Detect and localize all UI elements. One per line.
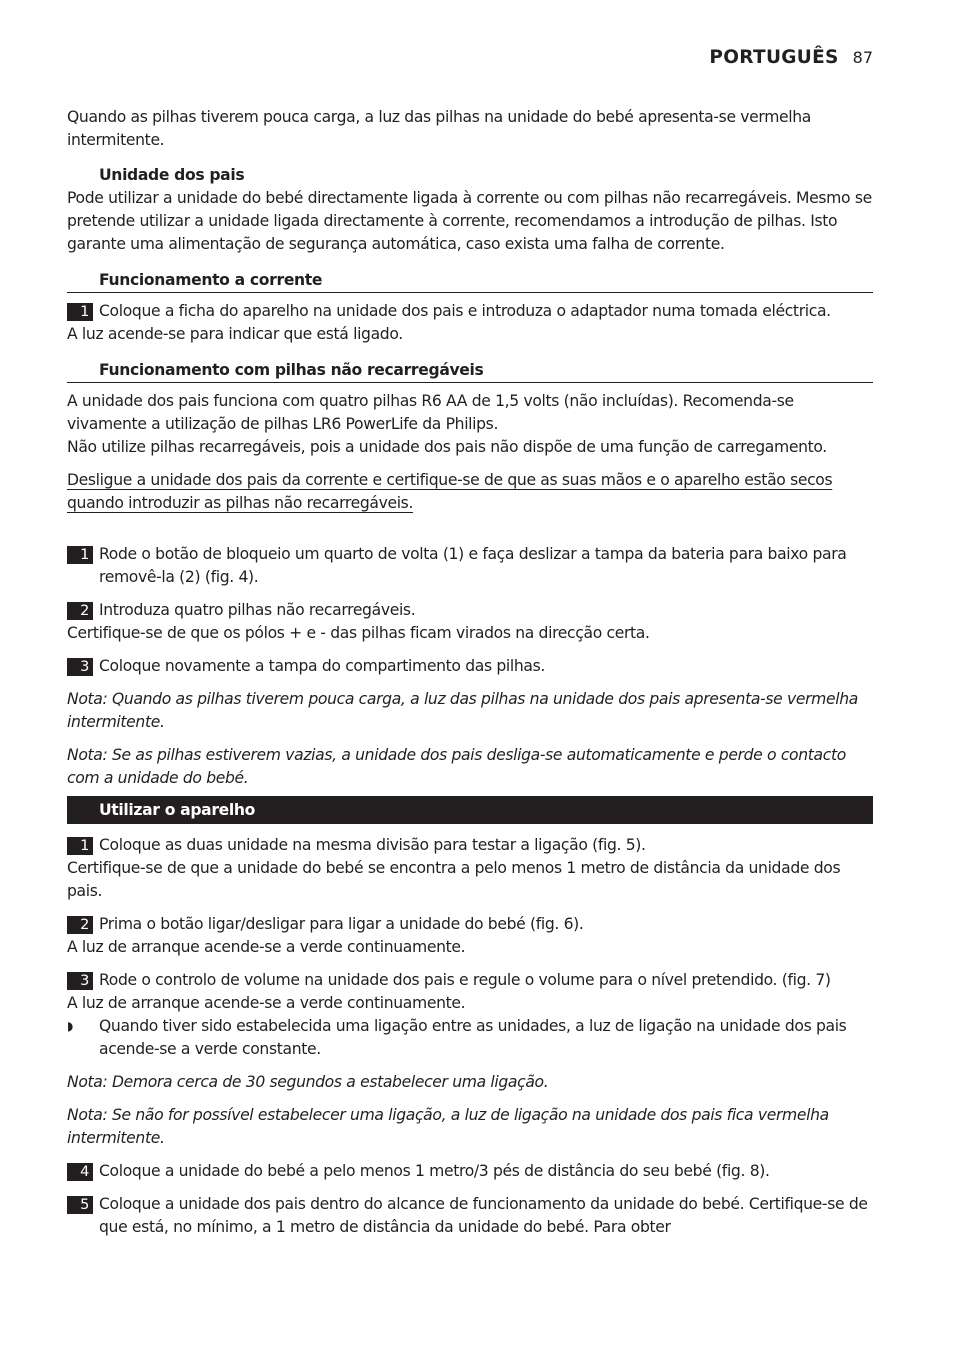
parents-unit-text: Pode utilizar a unidade do bebé directamente ligada à corrente ou com pilhas não recarregáveis. Mesmo se pretende utilizar a unidade ligada directamente à corrente, recomendamos a introdução de pilhas. Isto garante uma alimentação de segurança automática, caso exista uma falha de corrente.	[67, 189, 872, 253]
step-number: 5	[67, 1196, 93, 1214]
battery-text-1: A unidade dos pais funciona com quatro pilhas R6 AA de 1,5 volts (não incluídas). Recomenda-se vivamente a utilização de pilhas LR6 PowerLife da Philips.	[67, 392, 794, 433]
battery-note-2: Nota: Se as pilhas estiverem vazias, a unidade dos pais desliga-se automaticamente e perde o contacto com a unidade do bebé.	[67, 746, 846, 787]
warning-text: Desligue a unidade dos pais da corrente e certifique-se de que as suas mãos e o aparelho estão secos quando introduzir as pilhas não recarregáveis.	[67, 471, 833, 512]
page-header	[709, 47, 873, 68]
step-text: Introduza quatro pilhas não recarregáveis.	[99, 601, 416, 619]
usage-note-2: Nota: Se não for possível estabelecer uma ligação, a luz de ligação na unidade dos pais fica vermelha intermitente.	[67, 1106, 829, 1147]
battery-step-2-note: Certifique-se de que os pólos + e - das pilhas ficam virados na direcção certa.	[67, 624, 650, 642]
battery-step-2	[67, 599, 873, 622]
step-number: 1	[67, 546, 93, 564]
usage-step-3-note: A luz de arranque acende-se a verde continuamente.	[67, 994, 466, 1012]
mains-section-heading: Funcionamento a corrente	[67, 268, 873, 293]
battery-section-heading: Funcionamento com pilhas não recarregáveis	[67, 358, 873, 383]
page-content	[67, 106, 873, 1239]
step-number: 3	[67, 972, 93, 990]
page-number: 87	[852, 48, 873, 67]
usage-step-2-note: A luz de arranque acende-se a verde continuamente.	[67, 938, 466, 956]
battery-warning	[67, 469, 873, 515]
step-text: Rode o controlo de volume na unidade dos pais e regule o volume para o nível pretendido. (fig. 7)	[99, 971, 831, 989]
bullet-arrow-icon: ◗	[67, 1019, 73, 1033]
usage-section-heading: Utilizar o aparelho	[67, 796, 873, 824]
step-text: Prima o botão ligar/desligar para ligar a unidade do bebé (fig. 6).	[99, 915, 584, 933]
step-number: 4	[67, 1163, 93, 1181]
intro-text: Quando as pilhas tiverem pouca carga, a luz das pilhas na unidade do bebé apresenta-se vermelha intermitente.	[67, 108, 812, 149]
usage-note-1: Nota: Demora cerca de 30 segundos a estabelecer uma ligação.	[67, 1073, 549, 1091]
battery-note-1: Nota: Quando as pilhas tiverem pouca carga, a luz das pilhas na unidade dos pais apresenta-se vermelha intermitente.	[67, 690, 858, 731]
language-label: PORTUGUÊS	[709, 47, 839, 68]
step-text: Rode o botão de bloqueio um quarto de volta (1) e faça deslizar a tampa da bateria para baixo para removê-la (2) (fig. 4).	[99, 545, 847, 586]
battery-step-3	[67, 655, 873, 678]
step-number: 2	[67, 916, 93, 934]
step-text: Coloque a unidade dos pais dentro do alcance de funcionamento da unidade do bebé. Certifique-se de que está, no mínimo, a 1 metro de distância da unidade do bebé. Para obter	[99, 1195, 868, 1236]
step-text: Coloque novamente a tampa do compartimento das pilhas.	[99, 657, 545, 675]
step-number: 3	[67, 658, 93, 676]
usage-bullet	[67, 1015, 873, 1061]
battery-step-1	[67, 543, 873, 589]
usage-step-3	[67, 969, 873, 992]
bullet-text: Quando tiver sido estabelecida uma ligação entre as unidades, a luz de ligação na unidade dos pais acende-se a verde constante.	[99, 1017, 847, 1058]
usage-step-1-note: Certifique-se de que a unidade do bebé se encontra a pelo menos 1 metro de distância da unidade dos pais.	[67, 859, 841, 900]
step-text: Coloque a ficha do aparelho na unidade dos pais e introduza o adaptador numa tomada eléctrica.	[99, 302, 831, 320]
usage-step-5	[67, 1193, 873, 1239]
mains-step-1	[67, 300, 873, 323]
step-number: 2	[67, 602, 93, 620]
step-number: 1	[67, 837, 93, 855]
usage-step-4	[67, 1160, 873, 1183]
mains-result-text: A luz acende-se para indicar que está ligado.	[67, 325, 403, 343]
step-number: 1	[67, 303, 93, 321]
usage-step-1	[67, 834, 873, 857]
parents-unit-heading: Unidade dos pais	[99, 166, 245, 184]
battery-text-2: Não utilize pilhas recarregáveis, pois a unidade dos pais não dispõe de uma função de carregamento.	[67, 438, 827, 456]
step-text: Coloque as duas unidade na mesma divisão para testar a ligação (fig. 5).	[99, 836, 646, 854]
usage-step-2	[67, 913, 873, 936]
step-text: Coloque a unidade do bebé a pelo menos 1 metro/3 pés de distância do seu bebé (fig. 8).	[99, 1162, 770, 1180]
